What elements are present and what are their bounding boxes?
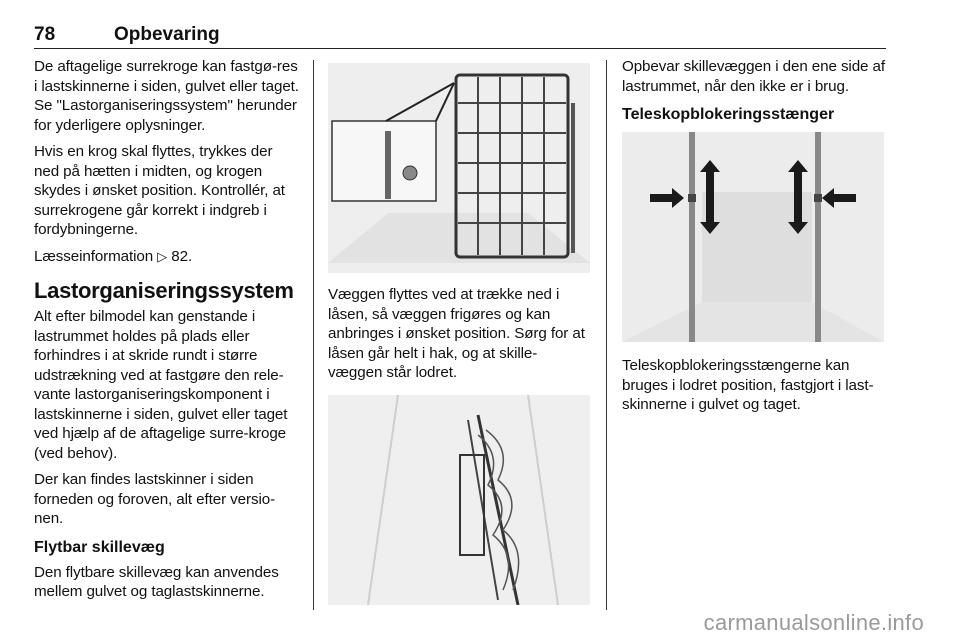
figure-partition-net	[328, 63, 590, 273]
figure-telescopic-bars	[622, 132, 884, 342]
page-header	[34, 16, 886, 49]
paragraph: De aftagelige surrekroge kan fastgø-res i lastskinnerne i siden, gulvet eller taget. Se "Lastorganiseringssystem" herunder for yderligere oplysninger.	[34, 58, 299, 134]
paragraph: Der kan findes lastskinner i siden forneden og foroven, alt efter versio-nen.	[34, 471, 276, 527]
watermark: carmanualsonline.info	[703, 610, 924, 635]
paragraph: Den flytbare skillevæg kan anvendes mellem gulvet og taglastskinnerne.	[34, 563, 279, 600]
telescopic-bars-illustration	[622, 132, 884, 342]
page-number: 78	[34, 24, 56, 45]
section-title: Opbevaring	[114, 24, 220, 45]
column-divider	[606, 60, 607, 610]
paragraph: Hvis en krog skal flyttes, trykkes der ned på hætten i midten, og krogen skydes i ønsket position. Kontrollér, at surrekrogene går korrekt i indgreb i fordybningerne.	[34, 143, 285, 238]
heading-teleskopblokeringsstaenger: Teleskopblokeringsstænger	[622, 106, 835, 123]
paragraph: Teleskopblokeringsstængerne kan bruges i lodret position, fastgjort i last-skinnerne i gulvet og taget.	[622, 357, 874, 413]
column-1	[34, 57, 300, 609]
cross-reference[interactable]	[34, 247, 300, 267]
column-2	[328, 57, 590, 605]
heading-flytbar-skillevaeg: Flytbar skillevæg	[34, 538, 165, 556]
reference-page: 82.	[171, 247, 193, 265]
paragraph: Alt efter bilmodel kan genstande i lastrummet holdes på plads eller forhindres i at skride rundt i større udstrækning ved at fastgøre den rele-vante lastorganiseringskomponent i lastskinnerne i siden, gulvet eller taget ved hjælp af de aftagelige surre-kroge (ved behov).	[34, 308, 288, 462]
paragraph: Væggen flyttes ved at trække ned i låsen, så væggen frigøres og kan anbringes i ønsket position. Sørg for at låsen går helt i hak, og at skille-væggen står lodret.	[328, 286, 585, 381]
folded-net-illustration	[328, 395, 590, 605]
reference-text: Læsseinformation	[34, 247, 154, 265]
paragraph: Opbevar skillevæggen i den ene side af lastrummet, når den ikke er i brug.	[622, 58, 885, 95]
column-3	[622, 57, 888, 422]
heading-lastorganiseringssystem: Lastorganiseringssystem	[34, 278, 294, 303]
figure-folded-net	[328, 395, 590, 605]
partition-net-illustration	[328, 63, 590, 273]
column-divider	[313, 60, 314, 610]
page-ref-arrow-icon: ▷	[157, 248, 168, 264]
